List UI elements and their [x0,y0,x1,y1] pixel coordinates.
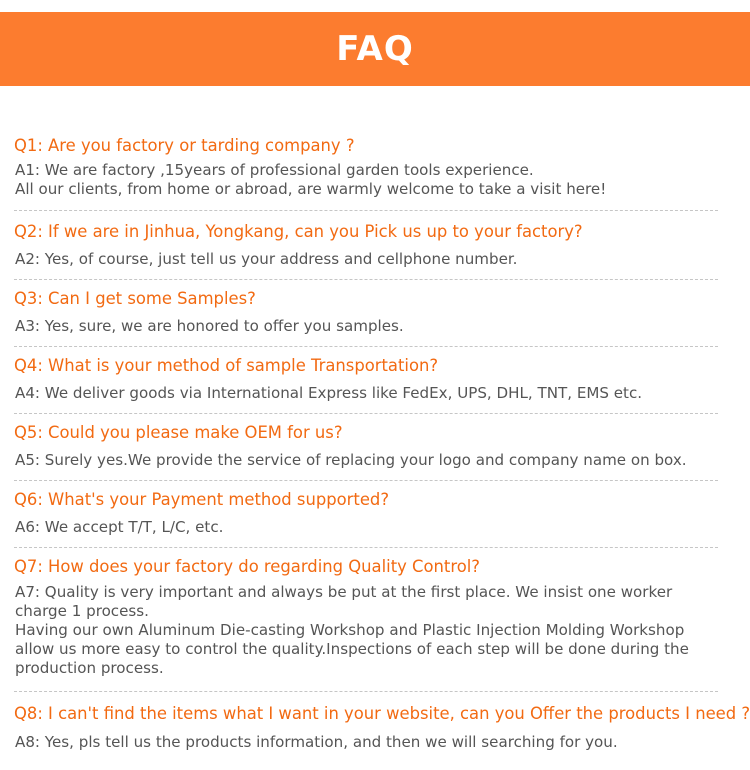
faq-header-banner [0,12,750,86]
divider [14,413,718,414]
faq-item-6 [14,488,389,537]
divider [14,480,718,481]
faq-answer-line: A5: Surely yes.We provide the service of replacing your logo and company name on box. [15,451,687,469]
faq-answer-line: production process. [15,659,164,677]
faq-answer-line: A8: Yes, pls tell us the products information, and then we will searching for you. [15,733,618,751]
faq-item-8 [14,702,750,752]
divider [14,210,718,211]
faq-question: Q8: I can't find the items what I want in your website, can you Offer the products I need ? [14,704,750,723]
faq-item-1 [14,134,606,199]
faq-answer-line: A7: Quality is very important and always be put at the first place. We insist one worker [15,583,673,601]
faq-answer-line: charge 1 process. [15,602,149,620]
faq-question: Q1: Are you factory or tarding company ? [14,136,355,155]
faq-answer-line: A3: Yes, sure, we are honored to offer you samples. [15,317,404,335]
faq-item-4 [14,354,642,403]
divider [14,279,718,280]
faq-item-3 [14,287,404,336]
faq-answer-line: A6: We accept T/T, L/C, etc. [15,518,224,536]
faq-question: Q3: Can I get some Samples? [14,289,256,308]
page-title: FAQ [336,29,414,69]
faq-question: Q6: What's your Payment method supported? [14,490,390,509]
divider [14,691,718,692]
faq-answer-line: A2: Yes, of course, just tell us your address and cellphone number. [15,250,518,268]
divider [14,547,718,548]
faq-item-5 [14,421,687,470]
faq-question: Q4: What is your method of sample Transportation? [14,356,439,375]
faq-item-2 [14,220,583,269]
faq-item-7 [14,555,689,678]
faq-answer-line: allow us more easy to control the quality.Inspections of each step will be done during the [15,640,689,658]
faq-question: Q7: How does your factory do regarding Quality Control? [14,557,480,576]
faq-answer-line: Having our own Aluminum Die-casting Workshop and Plastic Injection Molding Workshop [15,621,685,639]
divider [14,346,718,347]
faq-question: Q5: Could you please make OEM for us? [14,423,343,442]
faq-answer-line: A4: We deliver goods via International Express like FedEx, UPS, DHL, TNT, EMS etc. [15,384,643,402]
faq-question: Q2: If we are in Jinhua, Yongkang, can you Pick us up to your factory? [14,222,583,241]
faq-answer-line: A1: We are factory ,15years of professional garden tools experience. [15,161,534,179]
faq-answer-line: All our clients, from home or abroad, are warmly welcome to take a visit here! [15,180,607,198]
